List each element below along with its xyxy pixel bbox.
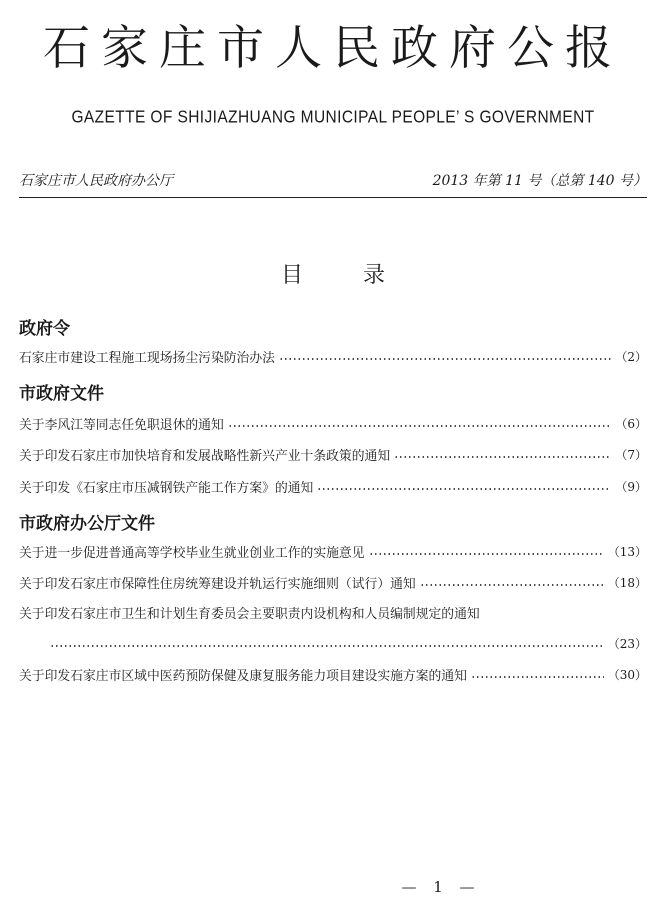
- toc-entry[interactable]: [19, 346, 647, 366]
- toc-entry-page: （30）: [607, 667, 647, 682]
- page-dash-right: —: [459, 878, 475, 896]
- toc-entry-title: 关于印发石家庄市加快培育和发展战略性新兴产业十条政策的通知: [19, 448, 391, 464]
- section-heading-office-docs: 市政府办公厅文件: [19, 514, 155, 534]
- toc-entry-page: （7）: [615, 447, 647, 462]
- toc-entry-page: （2）: [615, 349, 647, 364]
- dot-leader: [369, 553, 604, 555]
- toc-entry-title: 关于李风江等同志任免职退休的通知: [19, 417, 224, 433]
- toc-entry-title: 关于印发石家庄市区域中医药预防保健及康复服务能力项目建设实施方案的通知: [19, 668, 467, 684]
- toc-entry-title-line1[interactable]: [19, 602, 647, 622]
- header-rule: [19, 197, 647, 198]
- masthead-subtitle: GAZETTE OF SHIJIAZHUANG MUNICIPAL PEOPLE’ S GOVERNMENT: [71, 108, 595, 128]
- toc-entry-title: 关于印发石家庄市保障性住房统筹建设并轨运行实施细则（试行）通知: [19, 576, 416, 592]
- toc-title-right: 录: [363, 263, 386, 288]
- toc-entry-page: （13）: [607, 544, 647, 559]
- toc-title-left: 目: [280, 263, 303, 288]
- toc-entry[interactable]: [19, 541, 647, 561]
- toc-entry[interactable]: [19, 444, 647, 464]
- publisher-name: 石家庄市人民政府办公厅: [19, 173, 173, 189]
- issue-number: 2013 年第 11 号（总第 140 号）: [432, 173, 647, 189]
- toc-entry-page: （6）: [615, 416, 647, 431]
- toc-entry-title: 关于进一步促进普通高等学校毕业生就业创业工作的实施意见: [19, 545, 365, 561]
- toc-entry-title: 石家庄市建设工程施工现场扬尘污染防治办法: [19, 350, 275, 366]
- toc-title: [0, 258, 666, 289]
- toc-entry[interactable]: [19, 476, 647, 496]
- section-heading-municipal-docs: 市政府文件: [19, 384, 104, 404]
- toc-entry-continuation[interactable]: [50, 633, 647, 653]
- toc-entry-title: 关于印发《石家庄市压减钢铁产能工作方案》的通知: [19, 480, 314, 496]
- dot-leader: [317, 488, 611, 490]
- toc-entry[interactable]: [19, 413, 647, 433]
- toc-entry[interactable]: [19, 572, 647, 592]
- section-heading-decree: 政府令: [19, 319, 70, 339]
- masthead-title: 石家庄市人民政府公报: [43, 21, 623, 76]
- toc-entry-page: （9）: [615, 479, 647, 494]
- dot-leader: [471, 676, 604, 678]
- toc-entry-title: 关于印发石家庄市卫生和计划生育委员会主要职责内设机构和人员编制规定的通知: [19, 606, 480, 622]
- page-dash-left: —: [401, 878, 417, 896]
- toc-entry-page: （23）: [607, 636, 647, 651]
- dot-leader: [394, 456, 611, 458]
- dot-leader: [228, 425, 612, 427]
- toc-entry[interactable]: [19, 664, 647, 684]
- dot-leader: [50, 645, 604, 647]
- page-number: [0, 878, 666, 896]
- toc-entry-page: （18）: [607, 575, 647, 590]
- dot-leader: [279, 358, 611, 360]
- issue-row: [19, 170, 647, 194]
- page-number-value: 1: [433, 878, 443, 896]
- dot-leader: [420, 584, 604, 586]
